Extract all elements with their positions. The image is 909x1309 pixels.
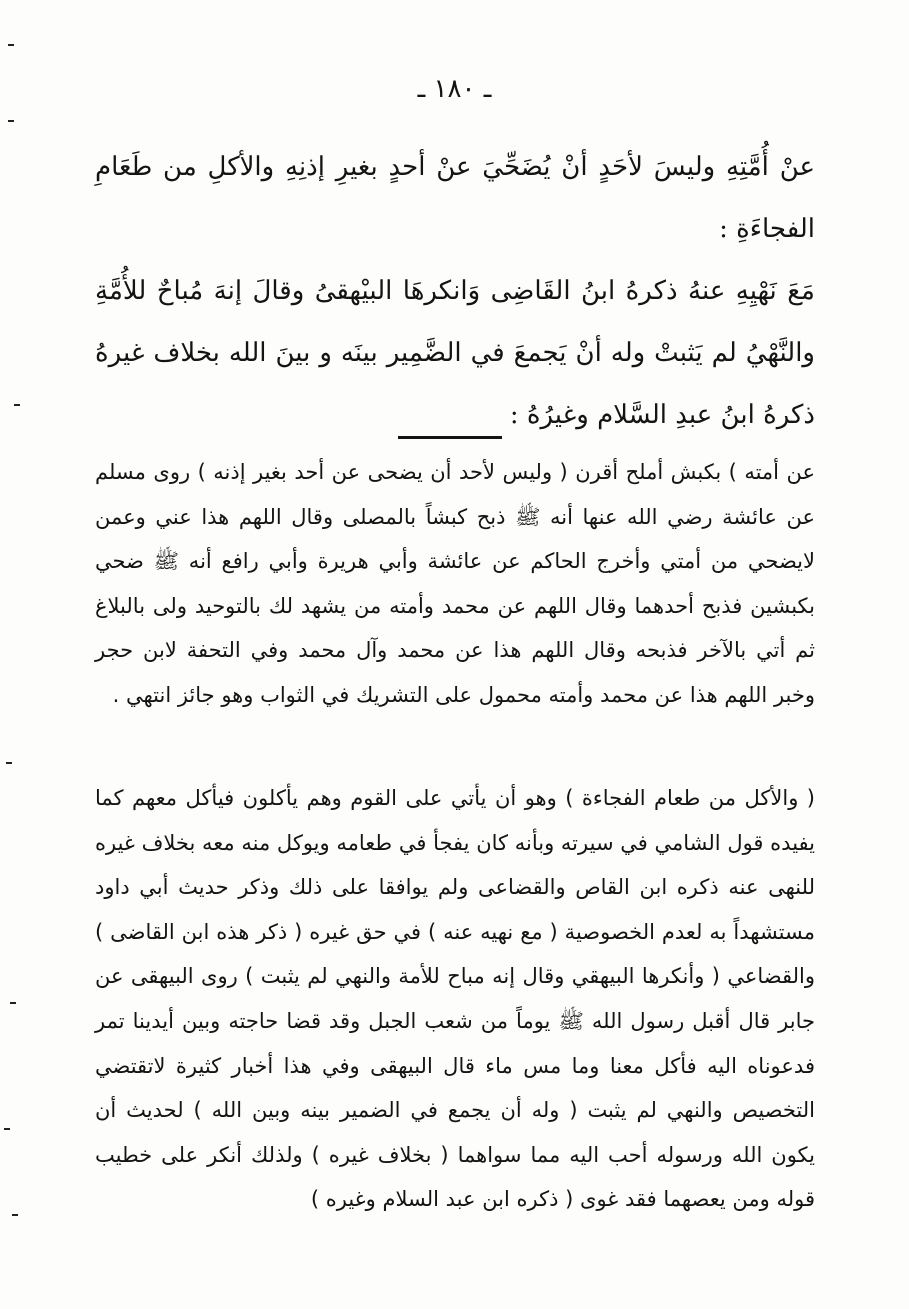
section-divider <box>398 436 502 439</box>
commentary-paragraph-2: ( والأكل من طعام الفجاءة ) وهو أن يأتي على القوم وهم يأكلون فيأكل معهم كما يفيده قول الشامي في سيرته وبأنه كان يفجأ في طعامه ويوكل منه معه بخلاف غيره للنهى عنه ذكره ابن القاص والقضاعى ولم يوافقا على ذلك وذكر حديث أبي داود مستشهداً به لعدم الخصوصية ( مع نهيه عنه ) في حق غيره ( ذكر هذه ابن القاضى ) والقضاعي ( وأنكرها البيهقي وقال إنه مباح للأمة والنهي لم يثبت ) روى البيهقى عن جابر قال أقبل رسول الله ﷺ يوماً من شعب الجبل وقد قضا حاجته وبين أيدينا تمر فدعوناه اليه فأكل معنا وما مس ماء قال البيهقى وفي هذا أخبار كثيرة لاتقتضي التخصيص والنهي لم يثبت ( وله أن يجمع في الضمير بينه وبين الله ) لحديث أن يكون الله ورسوله أحب اليه مما سواهما ( بخلاف غيره ) ولذلك أنكر على خطيب قوله ومن يعصهما فقد غوى ( ذكره ابن عبد السلام وغيره ) <box>95 786 815 1212</box>
margin-speck <box>12 1214 18 1216</box>
commentary-block-2 <box>95 776 815 1222</box>
margin-speck <box>6 762 12 764</box>
commentary-paragraph-1: عن أمته ) بكبش أملح أقرن ( وليس لأحد أن يضحى عن أحد بغير إذنه ) روى مسلم عن عائشة رضي الله عنها أنه ﷺ ذبح كبشاً بالمصلى وقال اللهم هذا عني وعمن لايضحي من أمتي وأخرج الحاكم عن عائشة وأبي هريرة وأبي رافع أنه ﷺ ضحي بكبشين فذبح أحدهما وقال اللهم عن محمد وأمته من يشهد لك بالتوحيد ولى بالبلاغ ثم أتي بالآخر فذبحه وقال اللهم هذا عن محمد وآل محمد وفي التحفة لابن حجر وخبر اللهم هذا عن محمد وأمته محمول على التشريك في الثواب وهو جائز انتهي . <box>95 460 815 707</box>
main-text-paragraph-2: مَعَ نَهْيِهِ عنهُ ذكرهُ ابنُ القَاضِى وَانكرهَا البيْهقىُ وقالَ إنهَ مُباحٌ للأُمَّةِ والنَّهْيُ لم يَثبتْ وله أنْ يَجمعَ في الضَّمِير بينَه و بينَ الله بخلاف غيرهُ ذكرهُ ابنُ عبدِ السَّلام وغيرُهُ : <box>95 276 815 430</box>
main-text-paragraph-1: عنْ أُمَّتِهِ وليسَ لأحَدٍ أنْ يُضَحِّيَ عنْ أحدٍ بغيرِ إذنِهِ والأكلِ من طَعَامِ الفجاءَةِ : <box>95 152 815 244</box>
main-text <box>95 136 815 446</box>
margin-speck <box>8 120 14 122</box>
margin-speck <box>8 44 14 46</box>
margin-speck <box>14 404 20 406</box>
margin-speck <box>10 1002 16 1004</box>
page-number: ـ ١٨٠ ـ <box>417 74 492 104</box>
margin-speck <box>4 1128 10 1130</box>
commentary-block-1 <box>95 450 815 718</box>
